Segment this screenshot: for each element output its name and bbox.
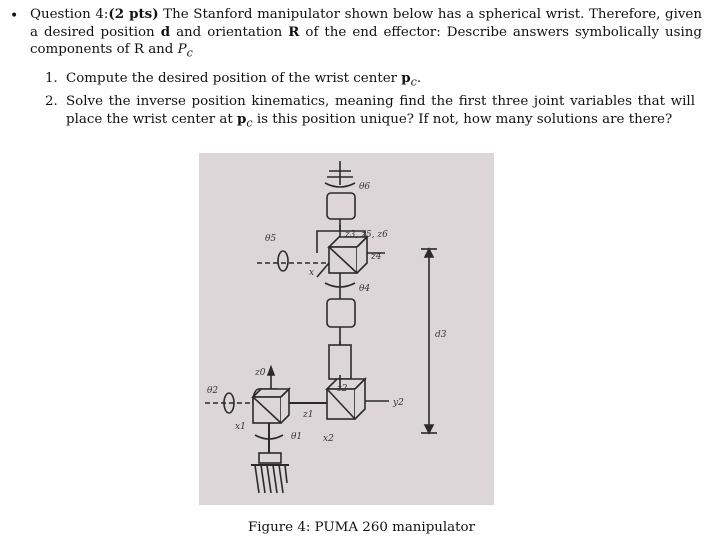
symbol-P-sub: c bbox=[186, 46, 193, 60]
manipulator-diagram-photo bbox=[199, 153, 494, 505]
list-number: 1. bbox=[45, 71, 58, 86]
question-paragraph bbox=[30, 6, 702, 62]
figure-caption: Figure 4: PUMA 260 manipulator bbox=[247, 520, 476, 535]
question-text-3: of the end effector: Describe answers symbolically using components of R and bbox=[30, 24, 702, 58]
symbol-R: R bbox=[288, 23, 300, 40]
question-text-1: The Stanford manipulator shown below has a spherical wrist. Therefore, given a desired position bbox=[30, 7, 702, 40]
manipulator-diagram bbox=[199, 153, 494, 505]
label-theta2: θ2 bbox=[207, 386, 219, 396]
question-points: (2 pts) bbox=[108, 6, 159, 22]
question-text-2: and orientation bbox=[170, 24, 289, 40]
sub-question-list bbox=[45, 70, 695, 134]
symbol-P: P bbox=[177, 42, 187, 58]
list-text: Solve the inverse position kinematics, meaning find the first three joint variables that will place the wrist center at $p_c$ is this position unique? If not, how many solutions are there? bbox=[66, 94, 695, 130]
label-theta6: θ6 bbox=[359, 182, 371, 192]
label-theta1: θ1 bbox=[291, 432, 303, 442]
label-x1: x1 bbox=[235, 422, 246, 432]
symbol-d: d bbox=[160, 23, 171, 40]
label-z0: z0 bbox=[255, 368, 266, 378]
list-item bbox=[45, 70, 695, 91]
label-theta5: θ5 bbox=[265, 234, 277, 244]
label-z1: z1 bbox=[303, 410, 314, 420]
list-number: 2. bbox=[45, 94, 58, 110]
list-item bbox=[45, 93, 695, 132]
label-d3: d3 bbox=[435, 330, 447, 340]
bullet: • bbox=[10, 8, 19, 24]
label-x2: x2 bbox=[323, 434, 334, 444]
label-z4: z4 bbox=[371, 252, 382, 262]
label-x: x bbox=[309, 268, 315, 278]
label-theta4: θ4 bbox=[359, 284, 371, 294]
question-label: Question 4: bbox=[30, 7, 109, 22]
label-y2: y2 bbox=[393, 398, 404, 408]
list-text: Compute the desired position of the wrist center $p_c$. bbox=[66, 70, 422, 89]
label-z2: z2 bbox=[337, 384, 348, 394]
label-z3z5z6: z3, z5, z6 bbox=[345, 230, 388, 240]
